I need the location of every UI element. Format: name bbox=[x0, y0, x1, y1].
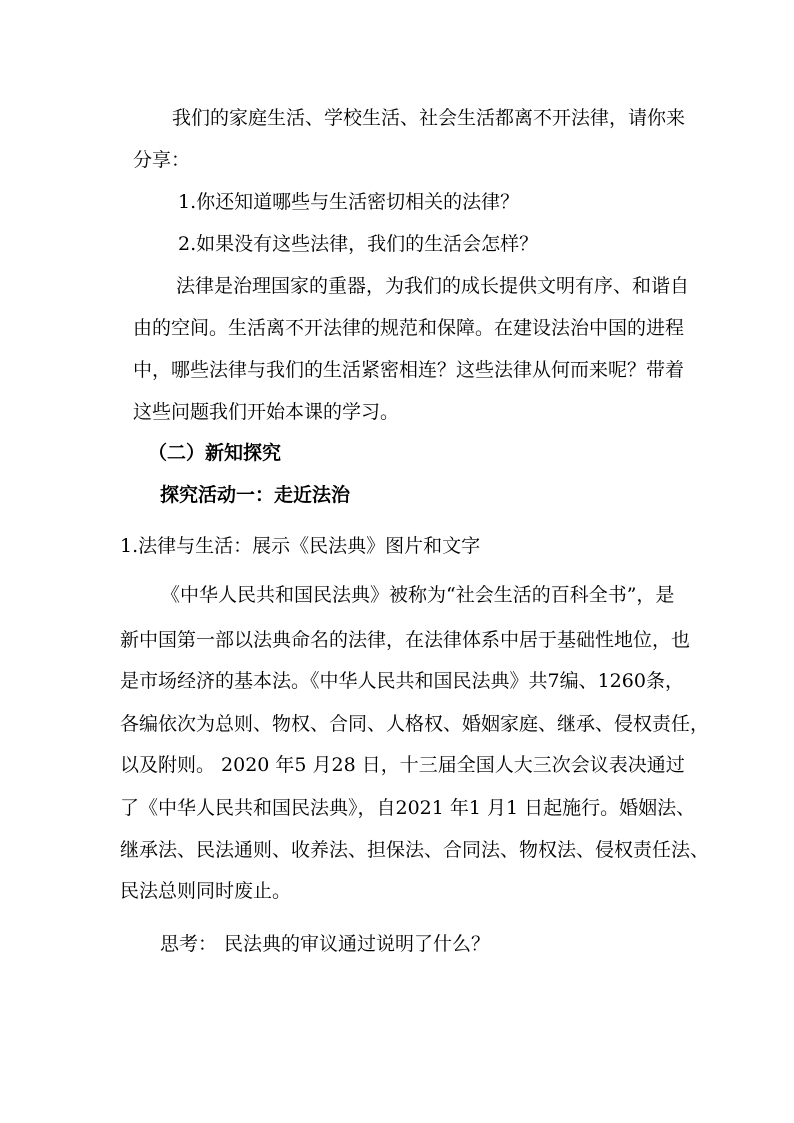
item-1-heading: 1.法律与生活：展示《民法典》图片和文字 bbox=[120, 535, 481, 557]
think-label: 思考： bbox=[160, 933, 218, 955]
intro-line-1: 我们的家庭生活、学校生活、社会生活都离不开法律，请你来 bbox=[172, 107, 686, 129]
law-paragraph-line-4: 这些问题我们开始本课的学习。 bbox=[133, 401, 400, 423]
section-heading: （二）新知探究 bbox=[148, 442, 282, 464]
civil-code-line-6: 了《中华人民共和国民法典》，自2021 年1 月1 日起施行。婚姻法、 bbox=[120, 797, 696, 819]
civil-code-line-3: 是市场经济的基本法。《中华人民共和国民法典》共7编、1260条， bbox=[120, 670, 684, 692]
civil-code-line-2: 新中国第一部以法典命名的法律，在法律体系中居于基础性地位，也 bbox=[120, 629, 691, 651]
question-2: 2.如果没有这些法律，我们的生活会怎样？ bbox=[178, 233, 539, 255]
law-paragraph-line-1: 法律是治理国家的重器，为我们的成长提供文明有序、和谐自 bbox=[176, 275, 690, 297]
intro-line-2: 分享： bbox=[133, 149, 191, 171]
law-paragraph-line-3: 中，哪些法律与我们的生活紧密相连？这些法律从何而来呢？带着 bbox=[133, 359, 685, 381]
civil-code-line-4: 各编依次为总则、物权、合同、人格权、婚姻家庭、继承、侵权责任， bbox=[120, 713, 710, 735]
civil-code-line-5: 以及附则。 2020 年5 月28 日，十三届全国人大三次会议表决通过 bbox=[120, 754, 685, 776]
law-paragraph-line-2: 由的空间。生活离不开法律的规范和保障。在建设法治中国的进程 bbox=[133, 317, 685, 339]
question-1: 1.你还知道哪些与生活密切相关的法律？ bbox=[178, 191, 520, 213]
civil-code-line-8: 民法总则同时废止。 bbox=[120, 880, 292, 902]
civil-code-line-1: 《中华人民共和国民法典》被称为“社会生活的百科全书”，是 bbox=[161, 584, 675, 606]
civil-code-line-7: 继承法、民法通则、收养法、担保法、合同法、物权法、侵权责任法、 bbox=[120, 839, 710, 861]
activity-heading: 探究活动一：走近法治 bbox=[160, 484, 351, 506]
think-question: 民法典的审议通过说明了什么？ bbox=[224, 933, 491, 955]
